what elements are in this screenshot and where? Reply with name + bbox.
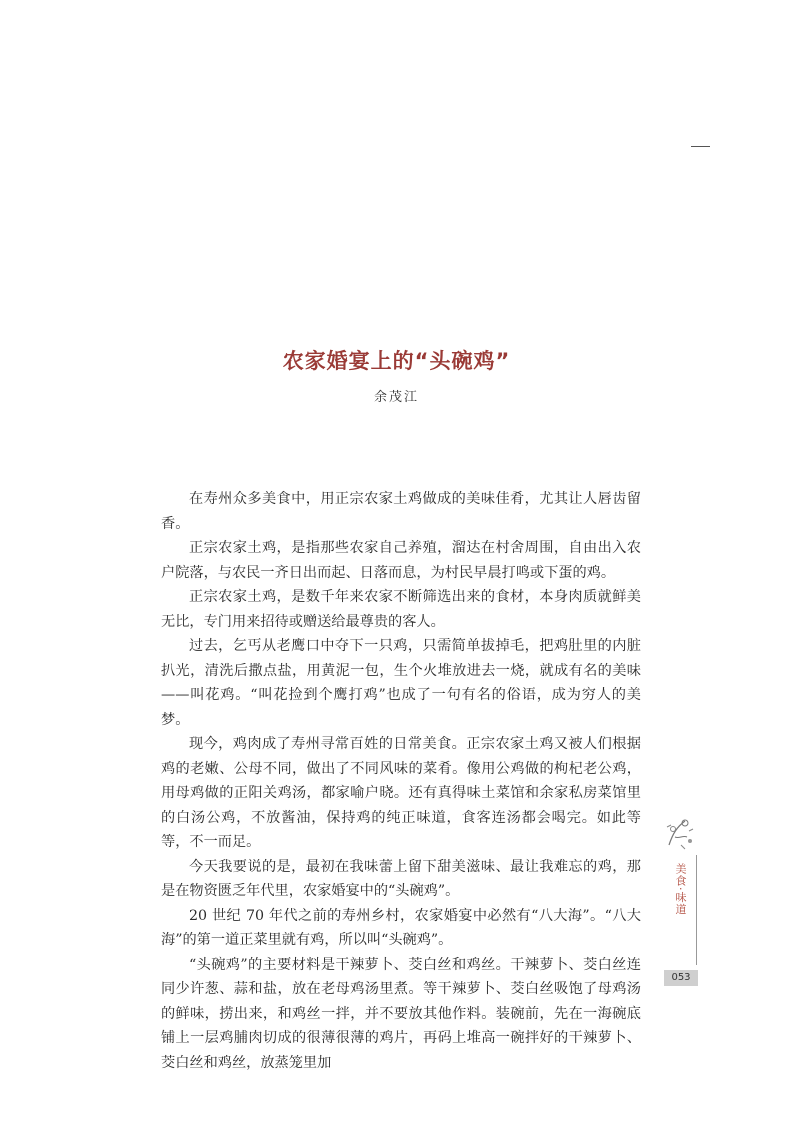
paragraph: 过去，乞丐从老鹰口中夺下一只鸡，只需简单拔掉毛，把鸡肚里的内脏扒光，清洗后撒点盐，用黄泥一包，生个火堆放进去一烧，就成有名的美味——叫花鸡。“叫花捡到个鹰打鸡”也成了一句有名的俗语，成为穷人的美梦。: [161, 638, 641, 728]
paragraph: 现今，鸡肉成了寿州寻常百姓的日常美食。正宗农家土鸡又被人们根据鸡的老嫩、公母不同，做出了不同风味的菜肴。像用公鸡做的枸杞老公鸡，用母鸡做的正阳关鸡汤，都家喻户晓。还有真得味土菜馆和余家私房菜馆里的白汤公鸡，不放酱油，保持鸡的纯正味道，食客连汤都会喝完。如此等等，不一而足。: [161, 736, 641, 850]
paragraph: 正宗农家土鸡，是数千年来农家不断筛选出来的食材，本身肉质就鲜美无比，专门用来招待或赠送给最尊贵的客人。: [161, 589, 641, 630]
section-side-tab: [663, 815, 697, 965]
article-author: 余茂江: [373, 390, 419, 405]
side-divider: [696, 855, 697, 965]
section-label: 美食·味道: [674, 863, 687, 916]
paragraph: 正宗农家土鸡，是指那些农家自己养殖，溜达在村舍周围，自由出入农户院落，与农民一齐日出而起、日落而息，为村民早晨打鸣或下蛋的鸡。: [161, 540, 641, 581]
floral-ornament-icon: [663, 815, 697, 855]
page-number: 053: [664, 970, 698, 986]
article-body: [161, 487, 641, 1075]
paragraph: 今天我要说的是，最初在我味蕾上留下甜美滋味、最让我难忘的鸡，那是在物资匮乏年代里，农家婚宴中的“头碗鸡”。: [161, 858, 641, 899]
paragraph: “头碗鸡”的主要材料是干辣萝卜、茭白丝和鸡丝。干辣萝卜、茭白丝连同少许葱、蒜和盐，放在老母鸡汤里煮。等干辣萝卜、茭白丝吸饱了母鸡汤的鲜味，捞出来，和鸡丝一拌，并不要放其他作料。装碗前，先在一海碗底铺上一层鸡脯肉切成的很薄很薄的鸡片，再码上堆高一碗拌好的干辣萝卜、茭白丝和鸡丝，放蒸笼里加: [161, 956, 641, 1071]
article-title: 农家婚宴上的“头碗鸡”: [282, 349, 511, 373]
paragraph: 在寿州众多美食中，用正宗农家土鸡做成的美味佳肴，尤其让人唇齿留香。: [161, 491, 641, 532]
page-edge-mark: [691, 146, 710, 147]
paragraph: 20 世纪 70 年代之前的寿州乡村，农家婚宴中必然有“八大海”。“八大海”的第一道正菜里就有鸡，所以叫“头碗鸡”。: [161, 907, 641, 948]
